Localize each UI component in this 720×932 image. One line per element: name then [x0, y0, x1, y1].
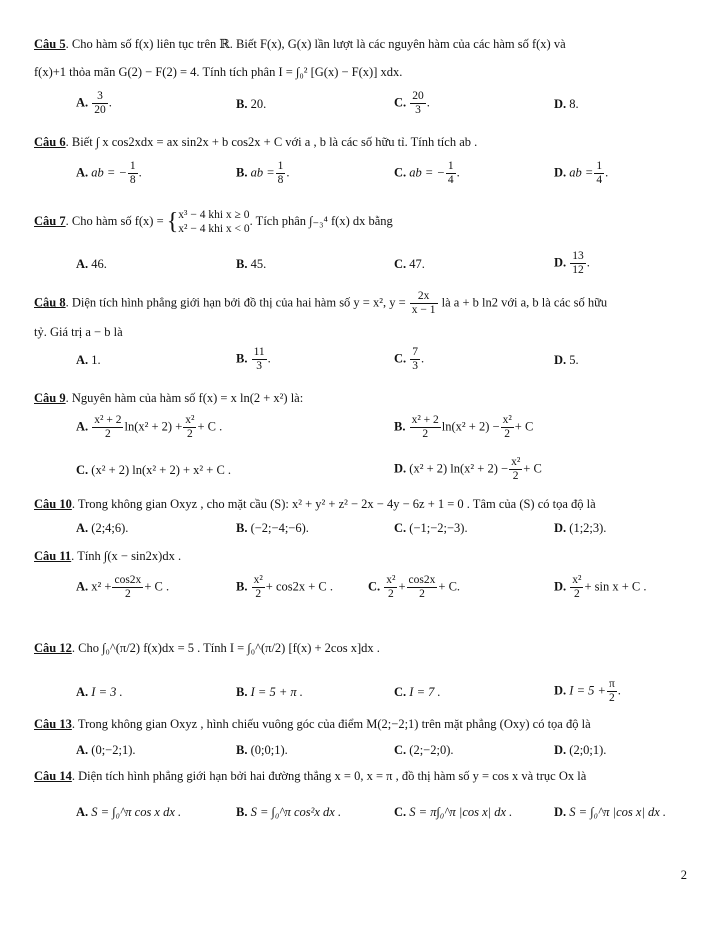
q5-option-b[interactable]: B. 20. — [236, 97, 267, 111]
q10-option-b[interactable]: B. (−2;−4;−6). — [236, 521, 309, 535]
q9-option-c[interactable]: C. (x² + 2) ln(x² + 2) + x² + C . — [76, 463, 232, 477]
q13-option-a[interactable]: A. (0;−2;1). — [76, 743, 136, 757]
q9-stem: Câu 9. Nguyên hàm của hàm số f(x) = x ln(2 + x²) là: — [34, 391, 304, 405]
q14-stem: Câu 14. Diện tích hình phẳng giới hạn bởi hai đường thẳng x = 0, x = π , đồ thị hàm số y = cos x và trục Ox là — [34, 769, 587, 783]
q8-option-b[interactable]: B. $\frac{11}{3}$ . — [236, 346, 271, 372]
q9-option-b[interactable]: B. $\frac{\text{x² + 2}}{2}$ ln(x² + 2) − $\frac{\text{x²}}{2}$ + C — [394, 414, 534, 440]
q9-options-row2 — [0, 456, 720, 482]
page-number: 2 — [680, 868, 687, 882]
q6-option-b[interactable]: B. ab = $\frac{1}{8}$ . — [236, 160, 290, 186]
q7-stem: Câu 7. Cho hàm số f(x) = { x³ − 4 khi x ≥ 0 x² − 4 khi x < 0 . Tích phân ∫₋₃⁴ f(x) dx bằng — [34, 209, 393, 236]
q14-option-a[interactable]: A. S = ∫₀^π cos x dx . — [76, 805, 182, 819]
q6-stem: Câu 6. Biết ∫ x cos2xdx = ax sin2x + b cos2x + C với a , b là các số hữu tỉ. Tính tích ab . — [34, 135, 478, 149]
q10-options — [0, 520, 720, 540]
q12-option-a[interactable]: A. I = 3 . — [76, 685, 123, 699]
q14-option-c[interactable]: C. S = π∫₀^π |cos x| dx . — [394, 805, 513, 819]
q9-option-a[interactable]: A. $\frac{\text{x² + 2}}{2}$ ln(x² + 2) + $\frac{\text{x²}}{2}$ + C . — [76, 414, 223, 440]
q9-options-row1 — [0, 414, 720, 440]
q5-options — [0, 90, 720, 116]
q8-stem-line1: Câu 8. Diện tích hình phẳng giới hạn bởi đồ thị của hai hàm số y = x², y = $\frac{2x}{x - 1}$ là a + b ln2 với a, b là các số hữu — [34, 290, 608, 316]
brace-icon: { — [166, 209, 179, 236]
q9-option-d[interactable]: D. (x² + 2) ln(x² + 2) − $\frac{\text{x²}}{2}$ + C — [394, 456, 542, 482]
q11-options — [0, 574, 720, 600]
q5-stem-line2: f(x)+1 thỏa mãn G(2) − F(2) = 4. Tính tích phân I = ∫₀² [G(x) − F(x)] xdx. — [34, 65, 403, 79]
q14-options — [0, 804, 720, 824]
q8-options — [0, 346, 720, 372]
q13-options — [0, 742, 720, 762]
q14-option-b[interactable]: B. S = ∫₀^π cos²x dx . — [236, 805, 342, 819]
q6-options — [0, 160, 720, 186]
q6-option-a[interactable]: A. ab = − $\frac{1}{8}$ . — [76, 160, 142, 186]
q11-stem: Câu 11. Tính ∫(x − sin2x)dx . — [34, 549, 182, 563]
q8-option-c[interactable]: C. $\frac{7}{3}$ . — [394, 346, 425, 372]
q11-option-a[interactable]: A. x² + $\frac{\cos 2x}{2}$ + C . — [76, 574, 170, 600]
q11-option-c[interactable]: C. $\frac{\text{x²}}{2}$ + $\frac{\cos 2x}{2}$ + C. — [368, 574, 461, 600]
q7-piecewise: x³ − 4 khi x ≥ 0 x² − 4 khi x < 0 — [178, 209, 250, 236]
q7-option-b[interactable]: B. 45. — [236, 257, 267, 271]
q13-option-d[interactable]: D. (2;0;1). — [554, 743, 607, 757]
q13-option-c[interactable]: C. (2;−2;0). — [394, 743, 454, 757]
q7-options — [0, 250, 720, 276]
q10-option-a[interactable]: A. (2;4;6). — [76, 521, 129, 535]
q5-option-d[interactable]: D. 8. — [554, 97, 579, 111]
q12-option-b[interactable]: B. I = 5 + π . — [236, 685, 303, 699]
q11-option-d[interactable]: D. $\frac{\text{x²}}{2}$ + sin x + C . — [554, 574, 647, 600]
q14-option-d[interactable]: D. S = ∫₀^π |cos x| dx . — [554, 805, 667, 819]
q8-stem-line2: tỷ. Giá trị a − b là — [34, 325, 123, 339]
q12-option-c[interactable]: C. I = 7 . — [394, 685, 441, 699]
q6-option-d[interactable]: D. ab = $\frac{1}{4}$ . — [554, 160, 609, 186]
q8-option-a[interactable]: A. 1. — [76, 353, 101, 367]
q13-stem: Câu 13. Trong không gian Oxyz , hình chiếu vuông góc của điểm M(2;−2;1) trên mặt phẳng (Oxy) có tọa độ là — [34, 717, 591, 731]
q12-options — [0, 678, 720, 704]
q11-option-b[interactable]: B. $\frac{\text{x²}}{2}$ + cos2x + C . — [236, 574, 334, 600]
q7-option-d[interactable]: D. $\frac{13}{12}$ . — [554, 250, 590, 276]
q7-option-a[interactable]: A. 46. — [76, 257, 107, 271]
q12-stem: Câu 12. Cho ∫₀^(π/2) f(x)dx = 5 . Tính I = ∫₀^(π/2) [f(x) + 2cos x]dx . — [34, 641, 380, 655]
q5-option-c[interactable]: C. $\frac{20}{3}$ . — [394, 90, 430, 116]
q5-stem-line1: Câu 5. Cho hàm số f(x) liên tục trên ℝ. Biết F(x), G(x) lần lượt là các nguyên hàm của các hàm số f(x) và — [34, 37, 566, 51]
q10-option-d[interactable]: D. (1;2;3). — [554, 521, 607, 535]
q12-option-d[interactable]: D. I = 5 + $\frac{\pi}{2}$ . — [554, 678, 621, 704]
q6-option-c[interactable]: C. ab = − $\frac{1}{4}$ . — [394, 160, 460, 186]
q5-label: Câu 5 — [34, 37, 66, 51]
q13-option-b[interactable]: B. (0;0;1). — [236, 743, 288, 757]
q5-option-a[interactable]: A. $\frac{3}{20}$ . — [76, 90, 112, 116]
q7-option-c[interactable]: C. 47. — [394, 257, 425, 271]
q10-option-c[interactable]: C. (−1;−2;−3). — [394, 521, 468, 535]
q8-option-d[interactable]: D. 5. — [554, 353, 579, 367]
q10-stem: Câu 10. Trong không gian Oxyz , cho mặt cầu (S): x² + y² + z² − 2x − 4y − 6z + 1 = 0 . Tâm của (S) có tọa độ là — [34, 497, 596, 511]
